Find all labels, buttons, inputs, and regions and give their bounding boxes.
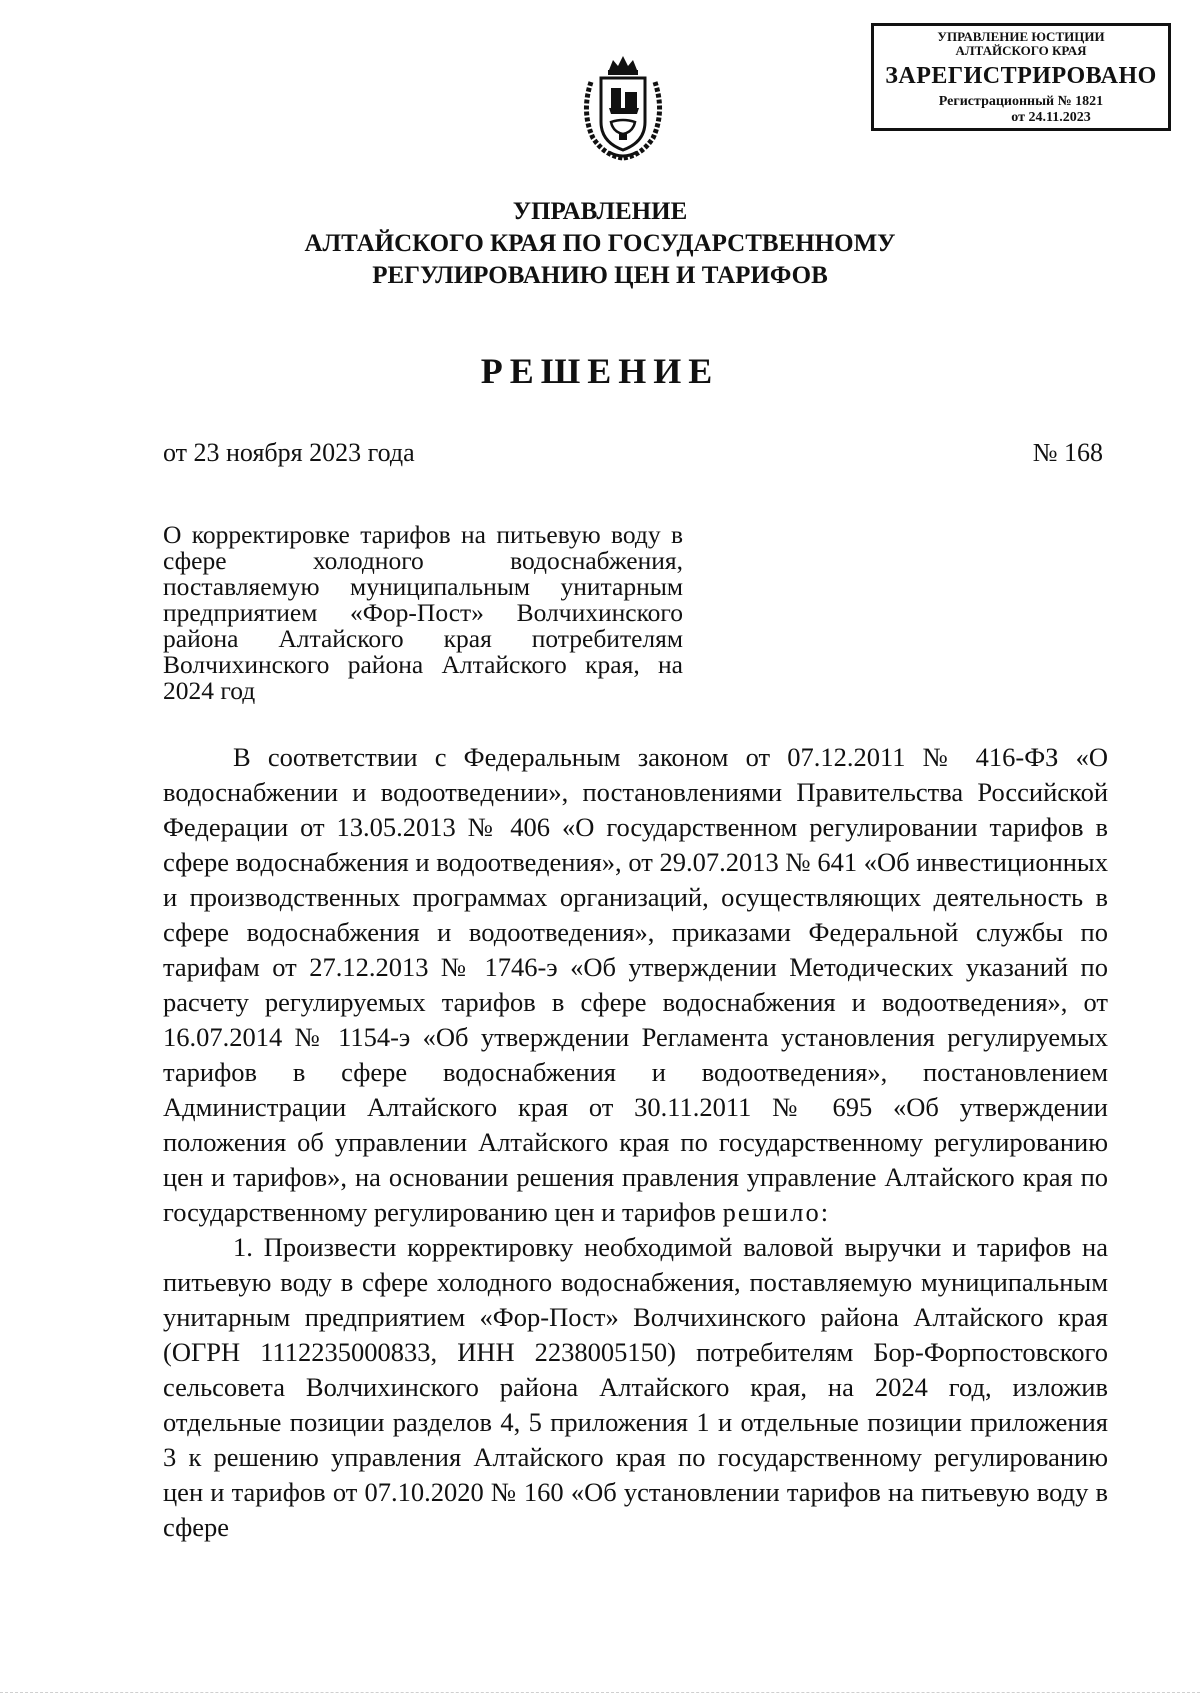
item-1-paragraph: 1. Произвести корректировку необходимой валовой выручки и тарифов на питьевую воду в сфере холодного водоснабжения, поставляемую муниципальным унитарным предприятием «Фор-Пост» Волчихинского района Алтайского края (ОГРН 1112235000833, ИНН 2238005150) потребителям Бор-Форпостовского сельсовета Волчихинского района Алтайского края, на 2024 год, изложив отдельные позиции разделов 4, 5 приложения 1 и отдельные позиции приложения 3 к решению управления Алтайского края по государственному регулированию цен и тарифов от 07.10.2020 № 160 «Об установлении тарифов на питьевую воду в сфере [163,1232,1108,1542]
decision-date: от 23 ноября 2023 года [163,438,415,467]
organization-title [200,196,1000,292]
registration-stamp [871,23,1171,131]
stamp-org-line1: УПРАВЛЕНИЕ ЮСТИЦИИ [937,29,1105,44]
stamp-reg-date: от 24.11.2023 [1011,110,1091,125]
decision-number: № 168 [1032,438,1103,467]
preamble-paragraph [163,740,1108,1230]
document-type-title: РЕШЕНИЕ [480,351,720,391]
scan-bottom-edge [0,1692,1200,1697]
resolved-word: решило: [722,1197,831,1227]
altai-krai-coat-of-arms-icon [579,52,667,162]
organization-title-line1: УПРАВЛЕНИЕ [512,198,688,225]
organization-title-line3: РЕГУЛИРОВАНИЮ ЦЕН И ТАРИФОВ [372,262,828,289]
stamp-reg-number: Регистрационный № 1821 [938,94,1104,109]
organization-title-line2: АЛТАЙСКОГО КРАЯ ПО ГОСУДАРСТВЕННОМУ [304,230,896,257]
stamp-status: ЗАРЕГИСТРИРОВАНО [885,63,1157,89]
decision-subject: О корректировке тарифов на питьевую воду в сфере холодного водоснабжения, поставляемую муниципальным унитарным предприятием «Фор-Пост» Волчихинского района Алтайского края потребителям Волчихинского района Алтайского края, на 2024 год [163,520,683,705]
decision-body [163,740,1108,1545]
preamble-text: В соответствии с Федеральным законом от 07.12.2011 № 416-ФЗ «О водоснабжении и водоотведении», постановлениями Правительства Российской Федерации от 13.05.2013 № 406 «О государственном регулировании тарифов в сфере водоснабжения и водоотведения», от 29.07.2013 № 641 «Об инвестиционных и производственных программах организаций, осуществляющих деятельность в сфере водоснабжения и водоотведения», приказами Федеральной службы по тарифам от 27.12.2013 № 1746-э «Об утверждении Методических указаний по расчету регулируемых тарифов в сфере водоснабжения и водоотведения», от 16.07.2014 № 1154-э «Об утверждении Регламента установления регулируемых тарифов в сфере водоснабжения и водоотведения», постановлением Администрации Алтайского края от 30.11.2011 № 695 «Об утверждении положения об управлении Алтайского края по государственному регулированию цен и тарифов», на основании решения правления управление Алтайского края по государственному регулированию цен и тарифов [163,742,1108,1227]
stamp-org-line2: АЛТАЙСКОГО КРАЯ [955,43,1087,58]
